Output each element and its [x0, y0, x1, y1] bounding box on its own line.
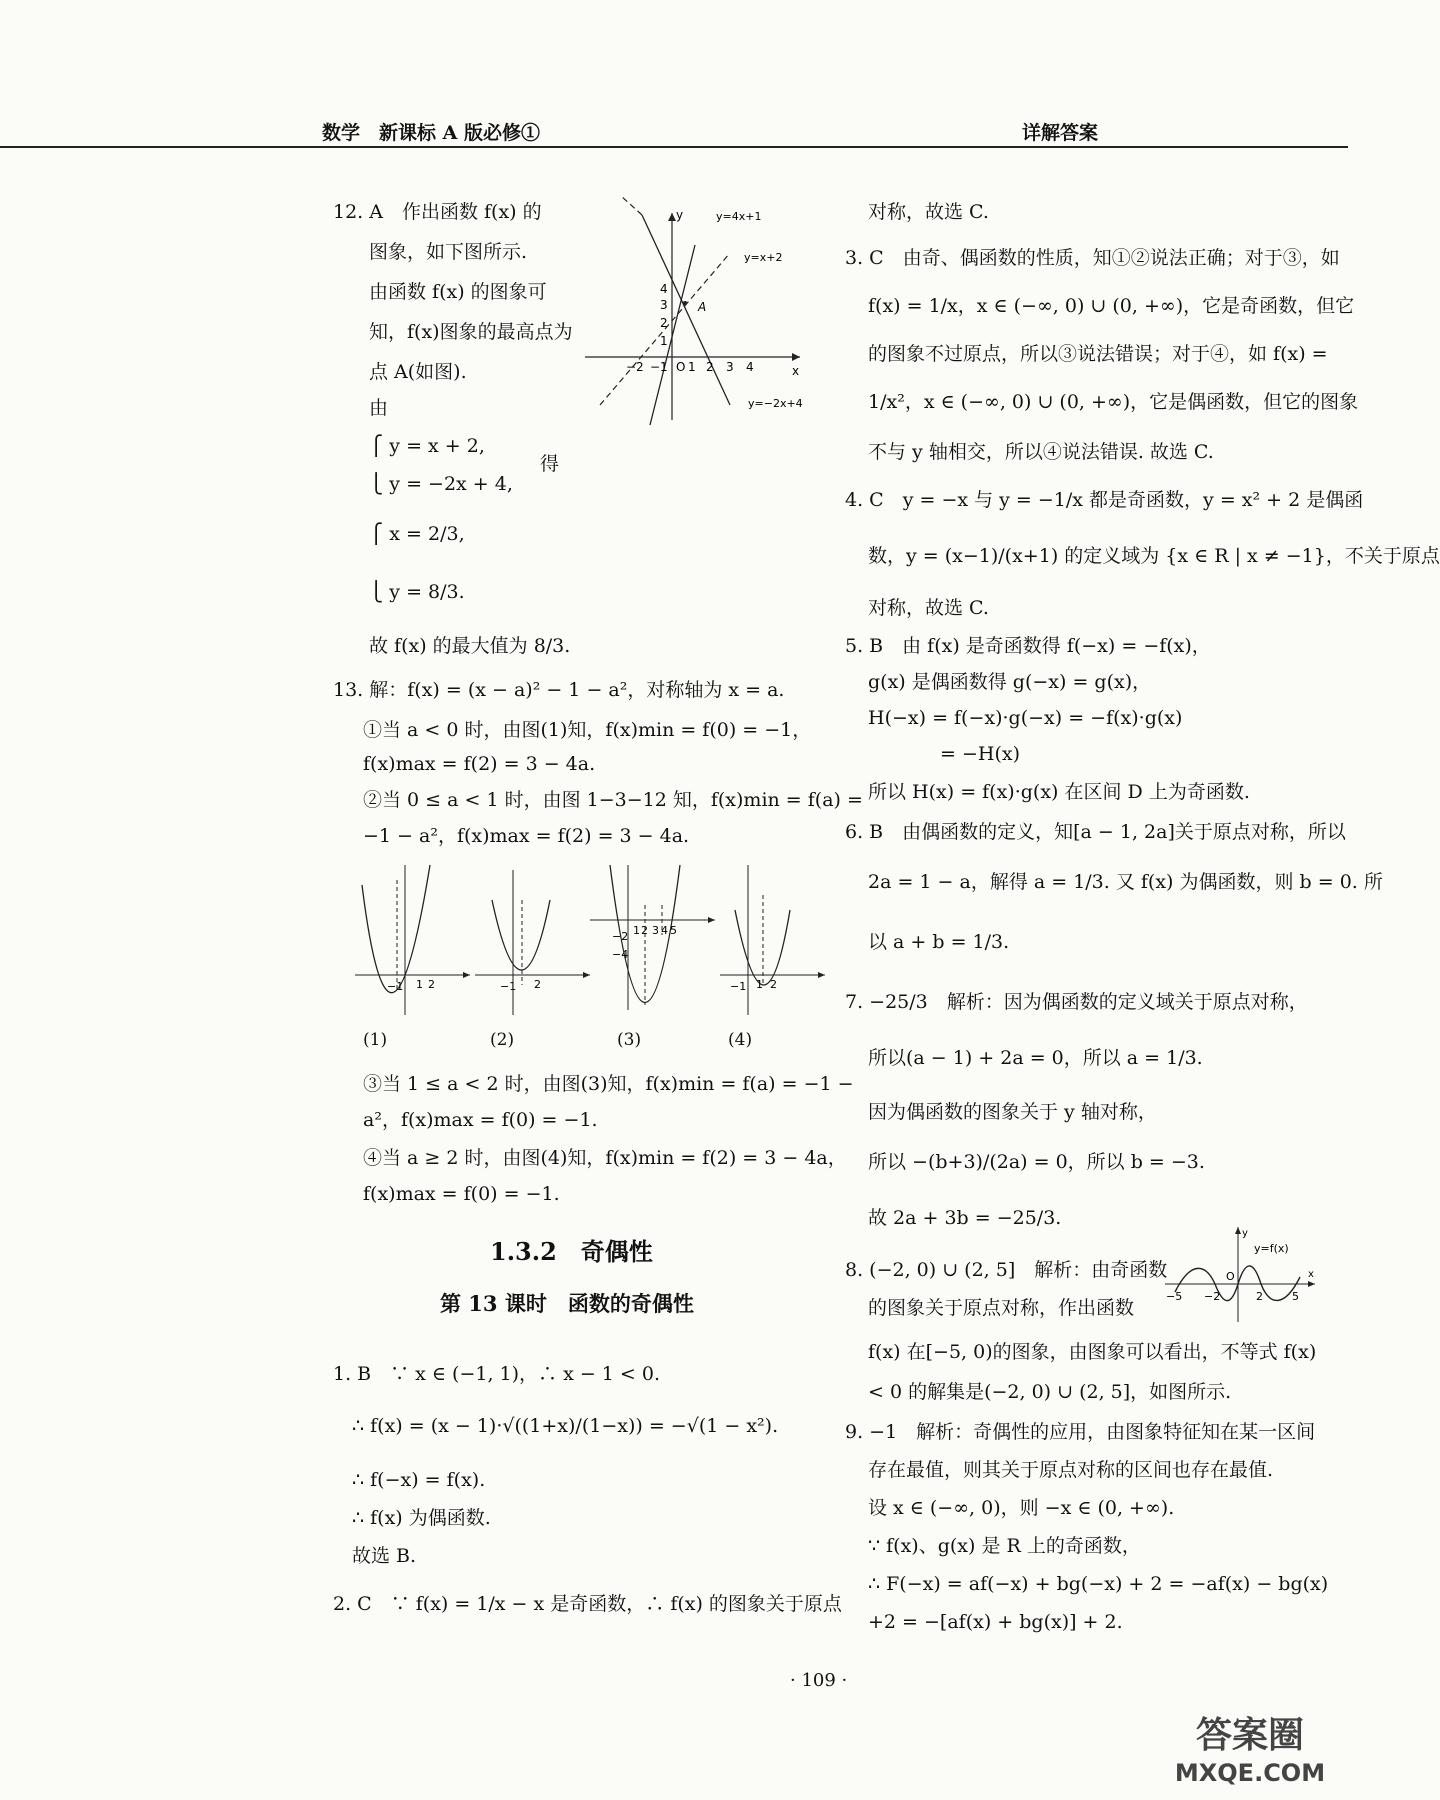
text-line: 故 f(x) 的最大值为 8/3. [369, 635, 571, 657]
text-line: ②当 0 ≤ a < 1 时，由图 1−3−12 知，f(x)min = f(a) = [363, 789, 863, 811]
text-line: −1 − a²，f(x)max = f(2) = 3 − 4a. [363, 825, 690, 847]
point-a [683, 301, 687, 305]
text-line: 由函数 f(x) 的图象可 [369, 281, 547, 303]
y-axis-label: y [676, 208, 684, 222]
text-line: 12. A 作出函数 f(x) 的 [333, 201, 542, 223]
tick-label: 1 [756, 978, 763, 991]
watermark-top: 答案圈 [1195, 1715, 1304, 1756]
text-line: 1. B ∵ x ∈ (−1, 1)，∴ x − 1 < 0. [333, 1363, 660, 1385]
page-number: · 109 · [790, 1670, 848, 1691]
tick-label: 1 [633, 924, 640, 937]
text-line: f(x)max = f(2) = 3 − 4a. [363, 753, 596, 775]
text-line: 3. C 由奇、偶函数的性质，知①②说法正确；对于③，如 [845, 247, 1340, 269]
x-axis-arrow [708, 917, 715, 923]
tick-label: 2 [641, 924, 648, 937]
watermark-bottom: MXQE.COM [1174, 1759, 1326, 1787]
text-line: 所以 H(x) = f(x)·g(x) 在区间 D 上为奇函数. [868, 781, 1250, 803]
y-tick-label: 2 [660, 316, 668, 330]
tick-label: 4 [661, 924, 668, 937]
text-line: 设 x ∈ (−∞, 0)，则 −x ∈ (0, +∞). [868, 1497, 1175, 1519]
x-tick-label: 3 [726, 360, 734, 374]
text-line: f(x)max = f(0) = −1. [363, 1183, 560, 1205]
text-line: f(x) = 1/x，x ∈ (−∞, 0) ∪ (0, +∞)，它是奇函数，但它 [868, 295, 1355, 317]
graph-problem-12 [580, 205, 810, 425]
text-line: 图象，如下图所示. [369, 241, 528, 263]
text-line: 由 [369, 397, 389, 419]
x-tick-label: −2 [626, 360, 644, 374]
tick-label: 3 [652, 924, 659, 937]
tick-label: 2 [1256, 1290, 1263, 1303]
tick-label: 1 [416, 978, 423, 991]
text-line: ①当 a < 0 时，由图(1)知，f(x)min = f(0) = −1， [363, 719, 812, 741]
text-line: a²，f(x)max = f(0) = −1. [363, 1109, 598, 1131]
text-line: 故选 B. [352, 1545, 417, 1567]
text-line: 数，y = (x−1)/(x+1) 的定义域为 {x ∈ R | x ≠ −1}，不关于原点 [868, 545, 1440, 567]
tick-label: 5 [1292, 1290, 1299, 1303]
text-line: < 0 的解集是(−2, 0) ∪ (2, 5]，如图所示. [868, 1381, 1232, 1403]
text-line: 8. (−2, 0) ∪ (2, 5] 解析：由奇函数 [845, 1259, 1168, 1281]
figure-group-13 [350, 860, 830, 1020]
text-line: +2 = −[af(x) + bg(x)] + 2. [868, 1611, 1123, 1633]
text-line: 9. −1 解析：奇偶性的应用，由图象特征知在某一区间 [845, 1421, 1316, 1443]
text-line: ∵ f(x)、g(x) 是 R 上的奇函数， [868, 1535, 1141, 1557]
point-a-label: A [698, 300, 707, 314]
text-line: 对称，故选 C. [868, 201, 989, 223]
y-tick-label: 1 [660, 334, 668, 348]
x-tick-label: −1 [650, 360, 668, 374]
text-line: 以 a + b = 1/3. [868, 931, 1010, 953]
y-tick-label: 4 [660, 282, 668, 296]
text-line: H(−x) = f(−x)·g(−x) = −f(x)·g(x) [868, 707, 1183, 729]
equation-line: ⎩ y = 8/3. [369, 581, 465, 603]
tick-label: −1 [730, 980, 747, 993]
tick-label: 2 [534, 978, 541, 991]
text-line: ④当 a ≥ 2 时，由图(4)知，f(x)min = f(2) = 3 − 4a， [363, 1147, 847, 1169]
x-tick-label: 2 [706, 360, 714, 374]
x-tick-label: 1 [688, 360, 696, 374]
dashed-extension [620, 195, 642, 215]
watermark-logo [1160, 1714, 1340, 1796]
text-line: 的图象关于原点对称，作出函数 [868, 1297, 1135, 1319]
line-label: y=4x+1 [716, 210, 762, 223]
tick-label: 5 [670, 924, 677, 937]
text-line: 7. −25/3 解析：因为偶函数的定义域关于原点对称， [845, 991, 1308, 1013]
tick-label: −2 [612, 930, 629, 943]
x-tick-label: 4 [746, 360, 754, 374]
text-line: ∴ f(−x) = f(x). [352, 1469, 486, 1491]
text-line: ∴ f(x) 为偶函数. [352, 1507, 491, 1529]
equation-line: ⎧ x = 2/3, [369, 523, 465, 545]
text-line: 5. B 由 f(x) 是奇函数得 f(−x) = −f(x)， [845, 635, 1211, 657]
text-line: 对称，故选 C. [868, 597, 989, 619]
function-label: y=f(x) [1254, 1242, 1289, 1255]
line-label: y=−2x+4 [748, 397, 803, 410]
text-line: 的图象不过原点，所以③说法错误；对于④，如 f(x) = [868, 343, 1328, 365]
text-line: 存在最值，则其关于原点对称的区间也存在最值. [868, 1459, 1274, 1481]
text-line: 所以(a − 1) + 2a = 0，所以 a = 1/3. [868, 1047, 1203, 1069]
y-axis-label: y [1242, 1228, 1248, 1239]
y-axis-arrow [1235, 1227, 1241, 1234]
tick-label: 2 [770, 978, 777, 991]
line-minus-2x-plus-4 [642, 215, 730, 405]
text-line: 1/x²，x ∈ (−∞, 0) ∪ (0, +∞)，它是偶函数，但它的图象 [868, 391, 1359, 413]
text-line: 故 2a + 3b = −25/3. [868, 1207, 1062, 1229]
text-line: 因为偶函数的图象关于 y 轴对称， [868, 1101, 1157, 1123]
text-line: 点 A(如图). [369, 361, 467, 383]
figure-caption: (4) [728, 1030, 753, 1050]
parabola [492, 900, 550, 970]
parabola [362, 865, 430, 993]
x-axis-label: x [1308, 1269, 1314, 1280]
equation-line: ⎧ y = x + 2, [369, 435, 485, 457]
graph-case-1 [355, 865, 470, 1015]
y-tick-label: 3 [660, 298, 668, 312]
x-axis-arrow [1308, 1281, 1315, 1287]
x-axis-label: x [792, 364, 800, 378]
text-line: g(x) 是偶函数得 g(−x) = g(x)， [868, 671, 1152, 693]
equation-line: ⎩ y = −2x + 4, [369, 473, 513, 495]
graph-case-3 [590, 865, 715, 1010]
graph-problem-8 [1160, 1222, 1320, 1327]
x-axis-arrow [818, 972, 825, 978]
figure-caption: (3) [617, 1030, 642, 1050]
header-left: 数学 新课标 A 版必修① [322, 122, 540, 144]
text-line: 2a = 1 − a，解得 a = 1/3. 又 f(x) 为偶函数，则 b = 0. 所 [868, 871, 1383, 893]
tick-label: −2 [1204, 1290, 1221, 1303]
figure-caption: (2) [490, 1030, 515, 1050]
x-axis-arrow [583, 972, 590, 978]
text-line: 4. C y = −x 与 y = −1/x 都是奇函数，y = x² + 2 是偶函 [845, 489, 1364, 511]
tick-label: −1 [500, 980, 517, 993]
text-line: 知，f(x)图象的最高点为 [369, 321, 573, 343]
text-line: 不与 y 轴相交，所以④说法错误. 故选 C. [868, 441, 1214, 463]
x-axis-arrow [463, 972, 470, 978]
text-line: 得 [540, 453, 560, 475]
tick-label: −1 [387, 980, 404, 993]
subsection-title: 第 13 课时 函数的奇偶性 [440, 1291, 694, 1316]
origin-label: O [1226, 1270, 1235, 1283]
header-divider [0, 146, 1348, 148]
text-line: 所以 −(b+3)/(2a) = 0，所以 b = −3. [868, 1151, 1205, 1173]
text-line: 2. C ∵ f(x) = 1/x − x 是奇函数，∴ f(x) 的图象关于原点 [333, 1593, 842, 1615]
text-line: ∴ F(−x) = af(−x) + bg(−x) + 2 = −af(x) − bg(x) [868, 1573, 1329, 1595]
origin-label: O [676, 360, 686, 374]
header-right: 详解答案 [1022, 122, 1099, 144]
y-axis-arrow [668, 213, 676, 221]
tick-label: 2 [428, 978, 435, 991]
figure-caption: (1) [363, 1030, 388, 1050]
text-line: 6. B 由偶函数的定义，知[a − 1, 2a]关于原点对称，所以 [845, 821, 1346, 843]
text-line: f(x) 在[−5, 0)的图象，由图象可以看出，不等式 f(x) [868, 1341, 1317, 1363]
text-line: 13. 解：f(x) = (x − a)² − 1 − a²，对称轴为 x = a. [333, 679, 785, 701]
tick-label: −5 [1166, 1290, 1183, 1303]
x-axis-arrow [792, 353, 800, 361]
graph-case-2 [475, 870, 590, 1015]
text-line: = −H(x) [940, 743, 1020, 765]
section-title: 1.3.2 奇偶性 [490, 1237, 653, 1266]
text-line: ③当 1 ≤ a < 2 时，由图(3)知，f(x)min = f(a) = −1 − [363, 1073, 854, 1095]
line-label: y=x+2 [744, 251, 783, 264]
equation-line: ∴ f(x) = (x − 1)·√((1+x)/(1−x)) = −√(1 − x²). [352, 1415, 779, 1437]
graph-case-4 [720, 865, 825, 1015]
tick-label: −4 [612, 948, 629, 961]
